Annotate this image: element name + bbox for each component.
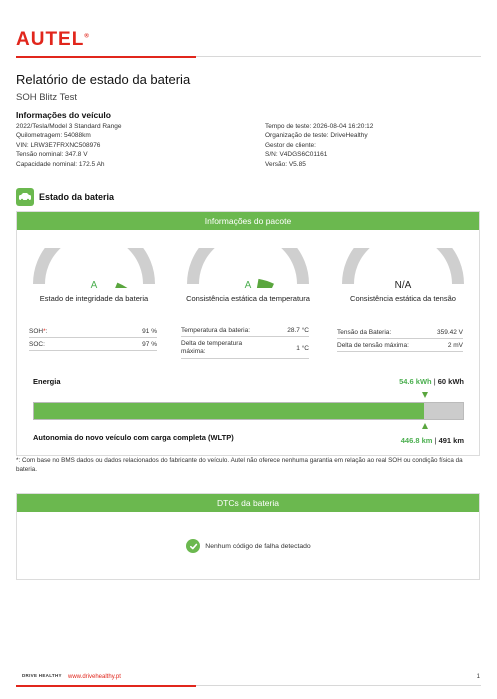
page-number: 1 bbox=[476, 674, 480, 680]
vehicle-model: 2022/Tesla/Model 3 Standard Range bbox=[16, 123, 122, 130]
soh-disclaimer: *: Com base no BMS dados ou dados relacionados do fabricante do veículo. Autel não oferece nenhuma garantia em relação ao real SOH ou condição física da bateria. bbox=[16, 457, 463, 473]
voltage-delta-row bbox=[337, 339, 463, 352]
battery-voltage-value: 359.42 V bbox=[436, 329, 463, 336]
energy-nominal: 60 kWh bbox=[437, 377, 464, 386]
dtc-heading: DTCs da bateria bbox=[17, 494, 479, 512]
soh-soc-table bbox=[29, 325, 157, 351]
temperature-delta-row bbox=[181, 337, 309, 359]
gauge-temperature bbox=[178, 248, 318, 303]
dtc-status bbox=[0, 539, 497, 553]
range-current: 446.8 km bbox=[400, 436, 433, 445]
gauge-voltage-grade: N/A bbox=[394, 280, 412, 291]
soc-row bbox=[29, 338, 157, 351]
gauge-health-grade: A bbox=[90, 280, 98, 291]
vehicle-info-left bbox=[16, 122, 122, 169]
dtc-message: Nenhum código de falha detectado bbox=[205, 542, 311, 550]
energy-marker-bottom bbox=[422, 423, 428, 429]
soh-star: * bbox=[43, 328, 46, 335]
voltage-delta-label: Delta de tensão máxima: bbox=[337, 342, 409, 349]
gauge-health bbox=[24, 248, 164, 303]
battery-temperature-row bbox=[181, 324, 309, 337]
voltage-delta-value: 2 mV bbox=[447, 342, 463, 349]
range-separator: | bbox=[432, 436, 439, 445]
range-nominal: 491 km bbox=[438, 436, 464, 445]
battery-car-icon bbox=[16, 188, 34, 206]
battery-status-title: Estado da bateria bbox=[39, 192, 115, 202]
battery-status-heading bbox=[16, 188, 114, 206]
nominal-capacity: Capacidade nominal: 172.5 Ah bbox=[16, 160, 105, 168]
gauge-temperature-label: Consistência estática da temperatura bbox=[186, 294, 310, 303]
soh-colon: : bbox=[45, 328, 48, 335]
footer-website-link[interactable]: www.drivehealthy.pt bbox=[68, 674, 121, 680]
serial-number: S/N: V4DGS6C01161 bbox=[265, 151, 328, 159]
software-version: Versão: V5.85 bbox=[265, 160, 306, 168]
soc-label: SOC: bbox=[29, 341, 45, 348]
footer-brand-text: DRIVE HEALTHY bbox=[22, 673, 62, 678]
energy-bar-fill bbox=[34, 403, 424, 419]
temperature-delta-value: 1 °C bbox=[296, 344, 309, 352]
logo-registered-mark: ® bbox=[84, 33, 90, 40]
energy-bar bbox=[33, 402, 464, 420]
soh-label: SOH bbox=[29, 328, 44, 335]
test-time: Tempo de teste: 2026-08-04 16:20:12 bbox=[265, 123, 374, 130]
voltage-table bbox=[337, 326, 463, 352]
pack-info-heading: Informações do pacote bbox=[17, 212, 479, 230]
energy-marker-top bbox=[422, 392, 428, 398]
report-subtitle: SOH Blitz Test bbox=[16, 92, 78, 103]
gauge-health-label: Estado de integridade da bateria bbox=[39, 294, 149, 303]
battery-voltage-label: Tensão da Bateria: bbox=[337, 329, 392, 336]
battery-voltage-row bbox=[337, 326, 463, 339]
gauge-voltage-label: Consistência estática da tensão bbox=[350, 294, 456, 303]
logo-text: AUTEL bbox=[16, 29, 85, 50]
report-title: Relatório de estado da bateria bbox=[16, 72, 191, 87]
energy-current: 54.6 kWh bbox=[399, 377, 432, 386]
battery-temperature-value: 28.7 °C bbox=[287, 327, 309, 334]
gauge-voltage bbox=[333, 248, 473, 303]
footer-brand-logo bbox=[22, 673, 62, 678]
energy-label: Energia bbox=[33, 377, 61, 386]
soh-row bbox=[29, 325, 157, 338]
vehicle-info-heading: Informações do veículo bbox=[16, 110, 111, 120]
energy-separator: | bbox=[431, 377, 438, 386]
battery-temperature-label: Temperatura da bateria: bbox=[181, 327, 251, 334]
check-circle-icon bbox=[186, 539, 200, 553]
customer-manager: Gestor de cliente: bbox=[265, 141, 316, 149]
gauge-temperature-grade: A bbox=[244, 280, 252, 291]
temperature-delta-label: Delta de temperatura máxima: bbox=[181, 340, 243, 355]
footer-divider bbox=[16, 685, 481, 686]
energy-value bbox=[399, 377, 464, 386]
autel-logo bbox=[16, 29, 90, 51]
vehicle-vin: VIN: LRW3E7FRXNC508976 bbox=[16, 141, 101, 149]
vehicle-mileage: Quilometragem: 54088km bbox=[16, 132, 91, 140]
header-divider bbox=[16, 56, 481, 57]
soc-value: 97 % bbox=[142, 341, 157, 348]
temperature-table bbox=[181, 324, 309, 359]
nominal-voltage: Tensão nominal: 347.8 V bbox=[16, 151, 88, 159]
dtc-card bbox=[16, 493, 480, 580]
range-label: Autonomia do novo veículo com carga completa (WLTP) bbox=[33, 433, 234, 442]
range-value bbox=[401, 436, 464, 445]
test-organization: Organização de teste: DriveHealthy bbox=[265, 132, 368, 140]
vehicle-info-right bbox=[265, 122, 373, 169]
soh-value: 91 % bbox=[142, 328, 157, 335]
